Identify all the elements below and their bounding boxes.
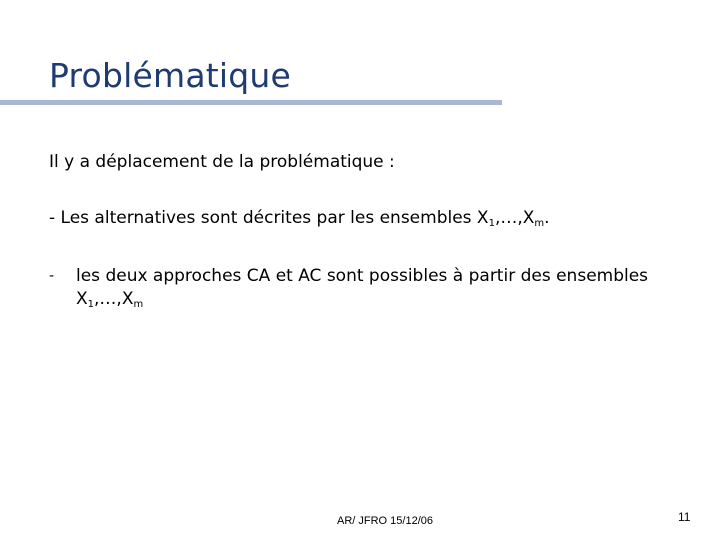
alternatives-line [49,208,550,228]
alternatives-line-mid: ,…,X [494,208,535,228]
bullet-text-mid: ,…,X [94,289,134,309]
bullet-marker: - [49,268,55,284]
page-number: 11 [678,510,691,524]
alternatives-line-suffix: . [544,208,550,228]
slide-title: Problématique [49,56,292,95]
footer-text: AR/ JFRO 15/12/06 [337,515,433,527]
bullet-text-main: les deux approches CA et AC sont possibles à partir des ensembles X [76,266,649,309]
subscript-m: m [534,218,545,229]
alternatives-line-prefix: - Les alternatives sont décrites par les ensembles X [49,208,489,228]
bullet-subscript-m: m [133,299,144,310]
title-underline [0,100,502,105]
subscript-1: 1 [488,218,495,229]
bullet-subscript-1: 1 [87,299,95,310]
bullet-text [76,265,676,311]
intro-text: Il y a déplacement de la problématique : [49,152,395,172]
